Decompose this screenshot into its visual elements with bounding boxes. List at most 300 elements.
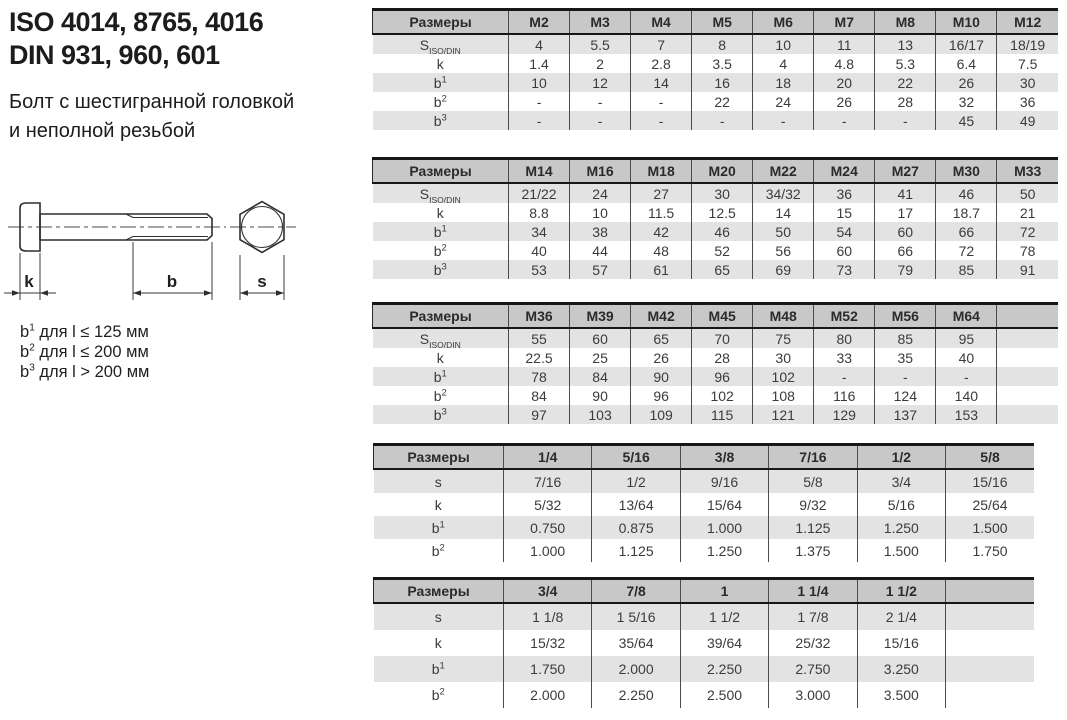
size-column-header: M64 <box>936 304 997 329</box>
dimension-value-cell: 14 <box>631 73 692 92</box>
dimension-value-cell: 30 <box>753 348 814 367</box>
size-column-header: 1/2 <box>857 445 945 470</box>
dimension-value-cell: 57 <box>570 260 631 279</box>
dimension-value-cell: - <box>753 111 814 130</box>
size-column-header: 5/8 <box>946 445 1034 470</box>
dimension-value-cell: 7/16 <box>504 469 592 493</box>
row-label: k <box>436 349 444 366</box>
imperial-table-small <box>373 443 1034 562</box>
size-column-header: 1 1/2 <box>857 579 945 604</box>
dimension-value-cell: 60 <box>570 328 631 348</box>
size-column-header: 5/16 <box>592 445 680 470</box>
dimension-value-cell: 54 <box>814 222 875 241</box>
table-row <box>374 630 1035 656</box>
dimension-value-cell: 35 <box>875 348 936 367</box>
dimension-value-cell: 1 7/8 <box>769 603 857 630</box>
dimension-value-cell: 109 <box>631 405 692 424</box>
dimension-value-cell <box>997 328 1058 348</box>
dimension-value-cell: 10 <box>509 73 570 92</box>
dimension-value-cell: 1.125 <box>592 539 680 562</box>
row-label: $b^2$ <box>433 92 447 110</box>
dimension-value-cell: 96 <box>692 367 753 386</box>
dimension-value-cell: 10 <box>753 34 814 54</box>
arrow-s-right <box>276 290 284 296</box>
row-label: $b^1$ <box>431 660 445 677</box>
size-column-header: 1/4 <box>504 445 592 470</box>
dimension-value-cell: 4.8 <box>814 54 875 73</box>
dimension-value-cell: 46 <box>936 183 997 203</box>
dimension-value-cell: 80 <box>814 328 875 348</box>
dimension-value-cell: 66 <box>936 222 997 241</box>
size-column-header: M14 <box>509 159 570 184</box>
dimension-value-cell <box>997 367 1058 386</box>
dimension-value-cell: 27 <box>631 183 692 203</box>
dimension-value-cell: - <box>631 111 692 130</box>
size-column-header: M18 <box>631 159 692 184</box>
dimension-value-cell: 28 <box>692 348 753 367</box>
dimension-value-cell: 16/17 <box>936 34 997 54</box>
table-row <box>374 603 1035 630</box>
dimension-value-cell: 91 <box>997 260 1058 279</box>
size-column-header: M10 <box>936 10 997 35</box>
standards-title <box>9 6 263 72</box>
dimension-value-cell: 30 <box>692 183 753 203</box>
dimension-value-cell: 20 <box>814 73 875 92</box>
dimension-value-cell: 3.250 <box>857 656 945 682</box>
dimension-value-cell: 2.000 <box>592 656 680 682</box>
size-column-header: M39 <box>570 304 631 329</box>
dimension-value-cell: - <box>631 92 692 111</box>
dimension-value-cell: - <box>509 92 570 111</box>
table-row <box>374 539 1035 562</box>
arrow-s-left <box>240 290 248 296</box>
size-column-header <box>946 579 1034 604</box>
dimension-value-cell: 78 <box>997 241 1058 260</box>
size-column-header: 3/4 <box>504 579 592 604</box>
dimension-value-cell: 33 <box>814 348 875 367</box>
dimension-value-cell: 22 <box>875 73 936 92</box>
dimension-value-cell: 1.250 <box>680 539 768 562</box>
dimension-value-cell: 14 <box>753 203 814 222</box>
dimension-value-cell: 5/32 <box>504 493 592 516</box>
dimension-value-cell: 75 <box>753 328 814 348</box>
size-column-header: M27 <box>875 159 936 184</box>
table-header-row <box>373 159 1059 184</box>
dimension-value-cell: 1.750 <box>946 539 1034 562</box>
table-row <box>373 54 1059 73</box>
dimension-value-cell: 1.750 <box>504 656 592 682</box>
dimension-value-cell: 28 <box>875 92 936 111</box>
dimension-value-cell: 11 <box>814 34 875 54</box>
dimension-value-cell: 95 <box>936 328 997 348</box>
dimension-value-cell: 72 <box>997 222 1058 241</box>
dim-label-s: s <box>257 272 267 291</box>
dimension-value-cell: 26 <box>936 73 997 92</box>
dimension-value-cell: 34/32 <box>753 183 814 203</box>
size-column-header: M22 <box>753 159 814 184</box>
dimension-value-cell: 26 <box>631 348 692 367</box>
product-name <box>9 88 294 146</box>
row-label: $b^2$ <box>433 241 447 259</box>
dimension-value-cell: 108 <box>753 386 814 405</box>
dimension-value-cell: 44 <box>570 241 631 260</box>
size-column-header: M12 <box>997 10 1058 35</box>
dimension-value-cell: - <box>570 92 631 111</box>
dimension-value-cell <box>997 405 1058 424</box>
dimension-value-cell: 65 <box>631 328 692 348</box>
size-column-header: M42 <box>631 304 692 329</box>
row-label: $b^3$ <box>433 405 447 423</box>
dimension-value-cell: 1 1/8 <box>504 603 592 630</box>
row-label: $b^1$ <box>433 367 447 385</box>
size-column-header: M45 <box>692 304 753 329</box>
size-column-header <box>997 304 1058 329</box>
table-row <box>373 73 1059 92</box>
dimension-value-cell: 30 <box>997 73 1058 92</box>
dimension-value-cell: 61 <box>631 260 692 279</box>
size-column-header: 1 <box>680 579 768 604</box>
table-row <box>373 92 1059 111</box>
row-label: $b^2$ <box>431 541 445 559</box>
dimension-value-cell: 121 <box>753 405 814 424</box>
dimension-value-cell: 21/22 <box>509 183 570 203</box>
dimension-value-cell: 102 <box>753 367 814 386</box>
table-row <box>374 493 1035 516</box>
size-column-header: 1 1/4 <box>769 579 857 604</box>
dimension-value-cell: 96 <box>631 386 692 405</box>
dimension-value-cell: - <box>875 111 936 130</box>
dimension-value-cell: 55 <box>509 328 570 348</box>
dimension-value-cell: 2.250 <box>592 682 680 708</box>
dimension-value-cell: 2 <box>570 54 631 73</box>
dimension-value-cell: 3.5 <box>692 54 753 73</box>
product-name-line2: и неполной резьбой <box>9 120 196 142</box>
dimension-value-cell: 15/32 <box>504 630 592 656</box>
size-column-header: M33 <box>997 159 1058 184</box>
dimension-value-cell: 18.7 <box>936 203 997 222</box>
row-label: s <box>434 609 442 625</box>
dimension-value-cell: 97 <box>509 405 570 424</box>
dimension-value-cell: 5.3 <box>875 54 936 73</box>
note-b2: $b^2$ для l ≤ 200 мм <box>20 342 149 361</box>
dimension-value-cell: - <box>692 111 753 130</box>
dimension-value-cell: 85 <box>936 260 997 279</box>
arrow-k-left <box>12 290 20 296</box>
dimension-value-cell: 34 <box>509 222 570 241</box>
dimension-value-cell: 15/16 <box>946 469 1034 493</box>
dimension-value-cell: 56 <box>753 241 814 260</box>
dimension-value-cell: 115 <box>692 405 753 424</box>
dimension-value-cell: 1.000 <box>680 516 768 539</box>
dimension-value-cell: 40 <box>936 348 997 367</box>
dimension-value-cell: 11.5 <box>631 203 692 222</box>
dim-label-k: k <box>24 272 34 291</box>
dimension-value-cell: 1/2 <box>592 469 680 493</box>
dimension-value-cell: 48 <box>631 241 692 260</box>
dimension-value-cell <box>997 348 1058 367</box>
dimension-value-cell: 1 1/2 <box>680 603 768 630</box>
iso-standards-title: ISO 4014, 8765, 4016 <box>9 7 264 37</box>
dimension-value-cell: 0.750 <box>504 516 592 539</box>
row-label: $b^1$ <box>433 73 447 91</box>
dimension-value-cell: 1.375 <box>769 539 857 562</box>
size-column-header: M20 <box>692 159 753 184</box>
dimension-value-cell: 1.250 <box>857 516 945 539</box>
table-row <box>373 260 1059 279</box>
row-label: $S_{ISO/DIN}$ <box>419 36 461 54</box>
table-row <box>373 34 1059 54</box>
table-header-label: Размеры <box>373 10 509 35</box>
row-label: $S_{ISO/DIN}$ <box>419 330 461 348</box>
dimension-value-cell: 124 <box>875 386 936 405</box>
dimension-value-cell: 45 <box>936 111 997 130</box>
arrow-b-left <box>133 290 141 296</box>
dimension-value-cell: 3.500 <box>857 682 945 708</box>
dimension-value-cell: 2.8 <box>631 54 692 73</box>
table-header-row <box>373 304 1059 329</box>
dimension-value-cell: 36 <box>814 183 875 203</box>
dimension-value-cell: 2.500 <box>680 682 768 708</box>
dimension-value-cell: - <box>570 111 631 130</box>
dimension-value-cell: 49 <box>997 111 1058 130</box>
dimension-value-cell: 35/64 <box>592 630 680 656</box>
note-b3: $b^3$ для l > 200 мм <box>20 362 150 381</box>
dimension-value-cell: 60 <box>814 241 875 260</box>
dim-label-b: b <box>166 272 178 291</box>
dimension-value-cell: 32 <box>936 92 997 111</box>
dimension-value-cell: 26 <box>814 92 875 111</box>
table-row <box>373 348 1059 367</box>
dimension-value-cell: 1.500 <box>857 539 945 562</box>
dimension-value-cell: 65 <box>692 260 753 279</box>
dimension-value-cell: 12.5 <box>692 203 753 222</box>
row-label: $b^3$ <box>433 260 447 278</box>
dimension-value-cell: 38 <box>570 222 631 241</box>
metric-table-m14-m33 <box>372 157 1058 279</box>
table-row <box>373 367 1059 386</box>
dimension-value-cell: 22.5 <box>509 348 570 367</box>
table-header-label: Размеры <box>374 579 504 604</box>
table-row <box>374 469 1035 493</box>
bolt-technical-drawing <box>0 160 370 310</box>
dimension-value-cell: 140 <box>936 386 997 405</box>
table-row <box>374 656 1035 682</box>
metric-table-m2-m12 <box>372 8 1058 130</box>
dimension-value-cell: 9/32 <box>769 493 857 516</box>
dimension-value-cell: 6.4 <box>936 54 997 73</box>
dimension-value-cell: 10 <box>570 203 631 222</box>
dimension-value-cell <box>946 656 1034 682</box>
dimension-value-cell: 24 <box>570 183 631 203</box>
dimension-value-cell: 46 <box>692 222 753 241</box>
size-column-header: 7/8 <box>592 579 680 604</box>
table-row <box>373 111 1059 130</box>
size-column-header: M16 <box>570 159 631 184</box>
dimension-value-cell: 116 <box>814 386 875 405</box>
dimension-value-cell: 9/16 <box>680 469 768 493</box>
dimension-value-cell: 137 <box>875 405 936 424</box>
dimension-value-cell: 25/64 <box>946 493 1034 516</box>
dimension-value-cell: 70 <box>692 328 753 348</box>
dimension-value-cell: 41 <box>875 183 936 203</box>
row-label: k <box>434 635 442 651</box>
table-row <box>373 241 1059 260</box>
dimension-value-cell: 42 <box>631 222 692 241</box>
dimension-value-cell: 153 <box>936 405 997 424</box>
dimension-value-cell: 1.000 <box>504 539 592 562</box>
row-label: k <box>436 55 444 72</box>
table-row <box>373 183 1059 203</box>
dimension-value-cell: 73 <box>814 260 875 279</box>
dimension-value-cell: 103 <box>570 405 631 424</box>
dimension-value-cell: 3/4 <box>857 469 945 493</box>
dimension-value-cell: 24 <box>753 92 814 111</box>
dimension-value-cell <box>946 630 1034 656</box>
dimension-value-cell: 129 <box>814 405 875 424</box>
dimension-value-cell: 84 <box>570 367 631 386</box>
dimension-value-cell: 13/64 <box>592 493 680 516</box>
size-column-header: M30 <box>936 159 997 184</box>
dimension-value-cell: 90 <box>570 386 631 405</box>
table-row <box>373 328 1059 348</box>
size-column-header: M4 <box>631 10 692 35</box>
dimension-value-cell: 1.125 <box>769 516 857 539</box>
size-column-header: M7 <box>814 10 875 35</box>
imperial-table-quarter-to-fiveeighths <box>373 443 1034 562</box>
dimension-value-cell: 1.500 <box>946 516 1034 539</box>
row-label: $b^1$ <box>433 222 447 240</box>
dimension-value-cell: 36 <box>997 92 1058 111</box>
dimension-value-cell: 66 <box>875 241 936 260</box>
size-column-header: M6 <box>753 10 814 35</box>
dimension-value-cell: 39/64 <box>680 630 768 656</box>
size-column-header: M3 <box>570 10 631 35</box>
din-standards-title: DIN 931, 960, 601 <box>9 40 220 70</box>
table-header-label: Размеры <box>373 304 509 329</box>
row-label: k <box>434 496 442 513</box>
dimension-value-cell: 15 <box>814 203 875 222</box>
table-row <box>373 405 1059 424</box>
dimension-value-cell: 40 <box>509 241 570 260</box>
dimension-value-cell: 15/64 <box>680 493 768 516</box>
dimension-value-cell: 1 5/16 <box>592 603 680 630</box>
dimension-value-cell: 3.000 <box>769 682 857 708</box>
table-header-row <box>374 579 1035 604</box>
dimension-value-cell: 78 <box>509 367 570 386</box>
dimension-value-cell: 69 <box>753 260 814 279</box>
dimension-value-cell: 4 <box>753 54 814 73</box>
product-name-line1: Болт с шестигранной головкой <box>9 91 295 113</box>
size-column-header: M5 <box>692 10 753 35</box>
size-column-header: M56 <box>875 304 936 329</box>
size-column-header: M36 <box>509 304 570 329</box>
row-label: $b^2$ <box>433 386 447 404</box>
dimension-value-cell: 16 <box>692 73 753 92</box>
dimension-value-cell: 84 <box>509 386 570 405</box>
dimension-value-cell: - <box>814 367 875 386</box>
arrow-b-right <box>204 290 212 296</box>
table-header-row <box>374 445 1035 470</box>
dimension-value-cell: 21 <box>997 203 1058 222</box>
dimension-value-cell: 25/32 <box>769 630 857 656</box>
dimension-value-cell: 13 <box>875 34 936 54</box>
dimension-value-cell: 22 <box>692 92 753 111</box>
dimension-value-cell <box>946 682 1034 708</box>
dimension-value-cell: 17 <box>875 203 936 222</box>
dimension-value-cell: 2.000 <box>504 682 592 708</box>
row-label: s <box>434 473 442 490</box>
table-row <box>373 386 1059 405</box>
table-header-label: Размеры <box>373 159 509 184</box>
dimension-value-cell: 1.4 <box>509 54 570 73</box>
row-label: $b^2$ <box>431 686 445 703</box>
dimension-value-cell: 52 <box>692 241 753 260</box>
dimension-value-cell: - <box>509 111 570 130</box>
row-label: $S_{ISO/DIN}$ <box>419 185 461 203</box>
size-column-header: M8 <box>875 10 936 35</box>
dimension-value-cell: - <box>936 367 997 386</box>
metric-table-m14-m33 <box>372 157 1058 279</box>
table-row <box>374 682 1035 708</box>
table-row <box>373 222 1059 241</box>
dimension-value-cell: 4 <box>509 34 570 54</box>
row-label: $b^3$ <box>433 111 447 129</box>
dimension-value-cell: 18 <box>753 73 814 92</box>
arrow-k-right <box>40 290 48 296</box>
dimension-value-cell <box>997 386 1058 405</box>
size-column-header: M52 <box>814 304 875 329</box>
dimension-value-cell: 90 <box>631 367 692 386</box>
dimension-value-cell: 7.5 <box>997 54 1058 73</box>
table-header-label: Размеры <box>374 445 504 470</box>
dimension-value-cell: 2.250 <box>680 656 768 682</box>
size-column-header: 3/8 <box>680 445 768 470</box>
metric-table-m36-m64 <box>372 302 1058 424</box>
size-column-header: M48 <box>753 304 814 329</box>
size-column-header: M24 <box>814 159 875 184</box>
table-header-row <box>373 10 1059 35</box>
dimension-value-cell: 8.8 <box>509 203 570 222</box>
size-column-header: 7/16 <box>769 445 857 470</box>
dimension-value-cell: 25 <box>570 348 631 367</box>
dimension-value-cell: 50 <box>997 183 1058 203</box>
dimension-value-cell: 18/19 <box>997 34 1058 54</box>
note-b1: $b^1$ для l ≤ 125 мм <box>20 322 149 341</box>
dimension-value-cell: 5/16 <box>857 493 945 516</box>
dimension-value-cell: 60 <box>875 222 936 241</box>
dimension-value-cell: 5/8 <box>769 469 857 493</box>
dimension-value-cell: 5.5 <box>570 34 631 54</box>
row-label: k <box>436 204 444 221</box>
imperial-table-threequarters-to-oneandhalf <box>373 577 1034 708</box>
dimension-value-cell: 15/16 <box>857 630 945 656</box>
dimension-value-cell: 72 <box>936 241 997 260</box>
imperial-table-large <box>373 577 1034 708</box>
dimension-value-cell <box>946 603 1034 630</box>
dimension-value-cell: - <box>814 111 875 130</box>
dimension-value-cell: 2.750 <box>769 656 857 682</box>
dimension-value-cell: 12 <box>570 73 631 92</box>
metric-table-m2-m12 <box>372 8 1058 130</box>
dimension-value-cell: 2 1/4 <box>857 603 945 630</box>
dimension-value-cell: 0.875 <box>592 516 680 539</box>
table-row <box>374 516 1035 539</box>
size-column-header: M2 <box>509 10 570 35</box>
dimension-value-cell: 85 <box>875 328 936 348</box>
dimension-value-cell: 102 <box>692 386 753 405</box>
dimension-value-cell: 7 <box>631 34 692 54</box>
table-row <box>373 203 1059 222</box>
